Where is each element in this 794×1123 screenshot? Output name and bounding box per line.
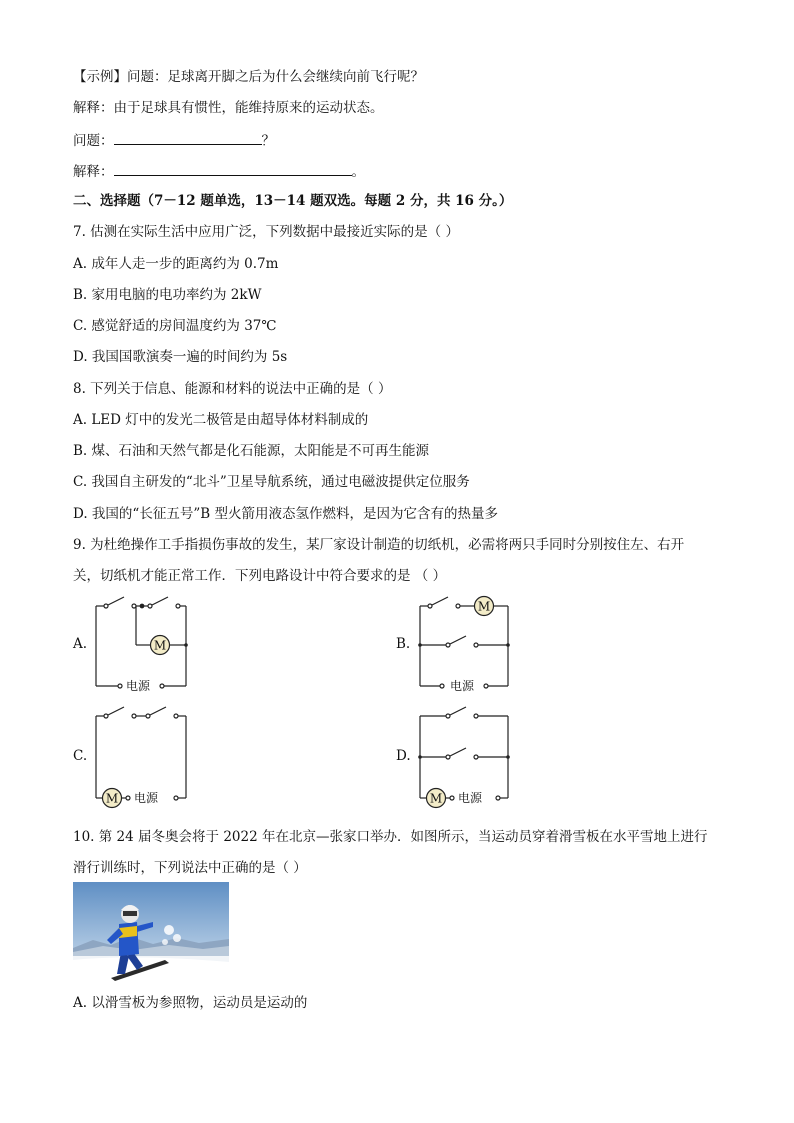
example-explanation: 解释：由于足球具有惯性，能维持原来的运动状态。: [73, 100, 384, 116]
power-c-label: 电源: [134, 791, 159, 805]
q8-option-b: B. 煤、石油和天然气都是化石能源，太阳能是不可再生能源: [73, 443, 430, 459]
power-b-label: 电源: [450, 679, 475, 693]
q7-option-d: D. 我国国歌演奏一遍的时间约为 5s: [73, 349, 288, 365]
circuit-d-label: D.: [396, 748, 411, 764]
explanation-end-mark: 。: [351, 164, 365, 180]
q7-option-c: C. 感觉舒适的房间温度约为 37℃: [73, 318, 277, 334]
explanation-blank[interactable]: [114, 161, 352, 176]
q7-option-a: A. 成年人走一步的距离约为 0.7m: [73, 256, 279, 272]
q8-option-a: A. LED 灯中的发光二极管是由超导体材料制成的: [73, 412, 369, 428]
q7-option-b: B. 家用电脑的电功率约为 2kW: [73, 287, 262, 303]
q8-option-c: C. 我国自主研发的“北斗”卫星导航系统，通过电磁波提供定位服务: [73, 474, 470, 490]
circuit-a-diagram: [90, 590, 200, 700]
q10-stem-line2: 滑行训练时，下列说法中正确的是（ ）: [73, 860, 307, 876]
circuit-a-label: A.: [73, 636, 88, 652]
example-question: 【示例】问题：足球离开脚之后为什么会继续向前飞行呢？: [73, 69, 424, 85]
motor-a-letter: M: [153, 638, 167, 653]
question-end-mark: ？: [261, 133, 275, 149]
motor-d-letter: M: [429, 791, 443, 806]
circuit-d-diagram: [410, 700, 520, 810]
q8-option-d: D. 我国的“长征五号”B 型火箭用液态氢作燃料，是因为它含有的热量多: [73, 506, 498, 522]
power-a-label: 电源: [126, 679, 151, 693]
circuit-c-diagram: [90, 700, 200, 810]
motor-b-letter: M: [477, 599, 491, 614]
circuit-b-diagram: [410, 590, 520, 700]
explanation-fill-line: [73, 161, 365, 181]
circuit-c-label: C.: [73, 748, 88, 764]
q10-stem-line1: 10. 第 24 届冬奥会将于 2022 年在北京—张家口举办．如图所示，当运动员穿着滑雪板在水平雪地上进行: [73, 829, 708, 845]
question-blank[interactable]: [114, 130, 262, 145]
q9-stem-line1: 9. 为杜绝操作工手指损伤事故的发生，某厂家设计制造的切纸机，必需将两只手同时分别按住左、右开: [73, 537, 685, 553]
q10-option-a: A. 以滑雪板为参照物，运动员是运动的: [73, 995, 308, 1011]
question-fill-line: [73, 130, 275, 150]
section-title: 二、选择题（7－12 题单选，13－14 题双选。每题 2 分，共 16 分。）: [73, 193, 513, 209]
q7-stem: 7. 估测在实际生活中应用广泛，下列数据中最接近实际的是（ ）: [73, 224, 459, 240]
motor-c-letter: M: [105, 791, 119, 806]
q8-stem: 8. 下列关于信息、能源和材料的说法中正确的是（ ）: [73, 381, 392, 397]
circuit-b-label: B.: [396, 636, 411, 652]
q9-stem-line2: 关，切纸机才能正常工作．下列电路设计中符合要求的是 （ ）: [73, 568, 447, 584]
question-label: 问题：: [73, 133, 114, 149]
power-d-label: 电源: [458, 791, 483, 805]
explanation-label: 解释：: [73, 164, 114, 180]
snowboarder-photo: [73, 882, 229, 986]
